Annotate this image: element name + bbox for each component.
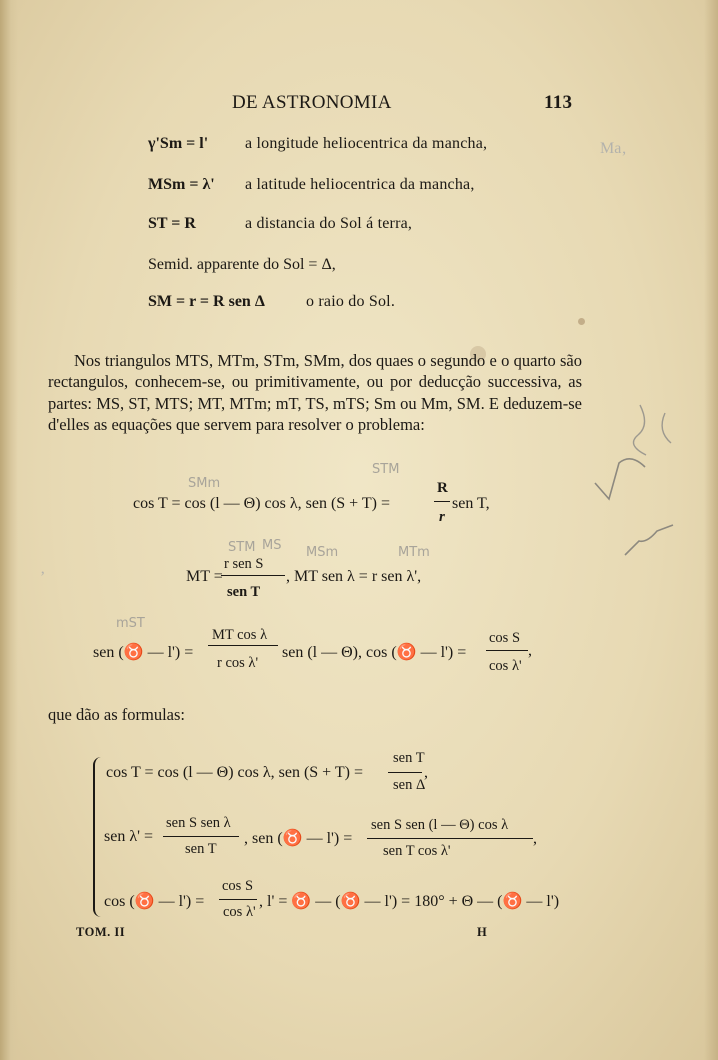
equation-3-middle: sen (l — Θ), cos (♉ — l') = — [282, 644, 467, 661]
body-paragraph: Nos triangulos MTS, MTm, STm, SMm, dos quaes o segundo e o quarto são rectangulos, conhecem-se, ou primitivamente, ou por deducção successiva, as partes: MS, ST, MTS; MT, MTm; mT, TS, mTS; Sm ou Mm, SM. E deduzem-se d'elles as equações que servem para resolver o problema: — [48, 351, 582, 435]
equation-3-left: sen (♉ — l') = — [93, 644, 194, 661]
system-line-3-right: , l' = ♉ — (♉ — l') = 180° + Θ — (♉ — l') — [259, 893, 560, 910]
running-head — [0, 92, 718, 116]
system-line-2-left: sen λ' = — [104, 828, 153, 845]
pencil-note: MSm — [306, 545, 339, 560]
pencil-note: MTm — [398, 545, 430, 560]
page-number: 113 — [544, 92, 573, 113]
definition-symbol: SM = r = R sen Δ — [148, 293, 265, 310]
pencil-note: MS — [262, 538, 282, 553]
definition-line — [0, 135, 718, 161]
system-line-3-denominator: cos λ' — [223, 904, 256, 920]
definition-symbol: MSm = λ' — [148, 176, 215, 193]
definition-text: a longitude heliocentrica da mancha, — [245, 135, 488, 152]
definition-symbol: Semid. apparente do Sol = Δ, — [148, 256, 336, 273]
running-head-title: DE ASTRONOMIA — [232, 92, 392, 113]
system-line-3-numerator: cos S — [222, 878, 254, 894]
equation-3-end: , — [528, 642, 532, 659]
bleed-through-text: Ma‚ — [600, 140, 627, 157]
definition-text: a distancia do Sol á terra, — [245, 215, 413, 232]
system-line-2-denominator-2: sen T cos λ' — [383, 843, 451, 859]
bleed-through-text: ‚ — [40, 560, 46, 577]
volume-signature: TOM. II — [76, 925, 126, 939]
pencil-note: SMm — [188, 476, 221, 491]
system-line-1-end: , — [424, 764, 428, 781]
definition-symbol: ST = R — [148, 215, 196, 232]
definition-line — [0, 176, 718, 202]
equation-2-left: MT = — [186, 568, 223, 585]
definition-line — [0, 256, 718, 282]
fraction-bar — [367, 838, 533, 839]
fraction-bar — [486, 650, 528, 651]
equation-1-right: sen T, — [452, 495, 490, 512]
system-line-2-numerator-2: sen S sen (l — Θ) cos λ — [371, 817, 509, 833]
pencil-note: STM — [372, 462, 400, 477]
system-line-1-left: cos T = cos (l — Θ) cos λ, sen (S + T) = — [106, 764, 364, 781]
fraction-bar — [208, 645, 278, 646]
fraction-bar — [219, 899, 257, 900]
definition-text: a latitude heliocentrica da mancha, — [245, 176, 475, 193]
equation-2-numerator: r sen S — [224, 556, 264, 572]
equation-3-denominator-2: cos λ' — [489, 658, 522, 674]
system-line-2-numerator: sen S sen λ — [166, 815, 231, 831]
pencil-note: mST — [116, 616, 145, 631]
equation-1-numerator: R — [437, 480, 448, 496]
signature-mark: H — [477, 925, 488, 939]
definition-line — [0, 215, 718, 241]
equation-3-numerator-2: cos S — [489, 630, 521, 646]
system-line-3-left: cos (♉ — l') = — [104, 893, 205, 910]
definition-symbol: γ'Sm = l' — [148, 135, 209, 152]
formulas-intro: que dão as formulas: — [48, 705, 186, 724]
fraction-bar — [434, 501, 450, 502]
fraction-bar — [388, 772, 422, 773]
pencil-note: STM — [228, 540, 256, 555]
equation-3-numerator: MT cos λ — [212, 627, 268, 643]
equation-1-denominator: r — [439, 509, 445, 525]
equation-3-denominator: r cos λ' — [217, 655, 259, 671]
equation-1-left: cos T = cos (l — Θ) cos λ, sen (S + T) = — [133, 495, 391, 512]
equation-2-right: , MT sen λ = r sen λ', — [286, 568, 422, 585]
margin-pencil-scribble — [585, 395, 685, 570]
definition-text: o raio do Sol. — [306, 293, 396, 310]
equation-2-denominator: sen T — [227, 584, 261, 600]
definition-line — [0, 293, 718, 319]
system-line-2-end: , — [533, 830, 537, 847]
fraction-bar — [163, 836, 239, 837]
system-line-1-numerator: sen T — [393, 750, 425, 766]
system-line-1-denominator: sen Δ — [393, 777, 426, 793]
system-line-2-middle: , sen (♉ — l') = — [244, 830, 353, 847]
fraction-bar — [221, 575, 285, 576]
ink-stain — [578, 318, 585, 325]
system-line-2-denominator: sen T — [185, 841, 217, 857]
